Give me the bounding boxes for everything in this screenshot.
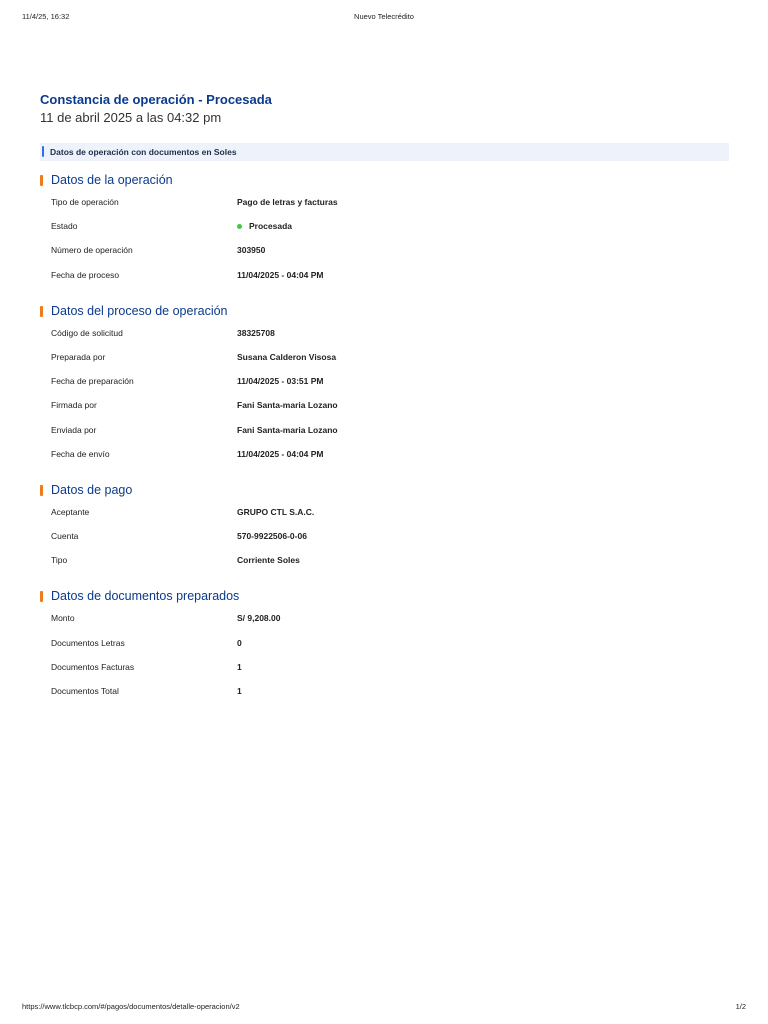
section-title-text: Datos de la operación (51, 173, 173, 187)
print-footer (22, 1002, 746, 1014)
section-accent-mark (40, 591, 43, 602)
status-dot-icon (237, 224, 242, 229)
section-title-text: Datos del proceso de operación (51, 303, 228, 318)
document-content (40, 91, 729, 708)
page-title: Constancia de operación - Procesada (40, 92, 272, 107)
row-value: 11/04/2025 - 04:04 PM (237, 448, 324, 459)
row-label: Documentos Total (51, 686, 119, 696)
print-date: 11/4/25, 16:32 (22, 12, 70, 21)
row-value: 11/04/2025 - 04:04 PM (237, 269, 324, 280)
section-title (40, 587, 729, 605)
row-label: Aceptante (51, 506, 90, 517)
status-text: Procesada (249, 221, 292, 232)
detail-row (40, 219, 729, 243)
row-value: 1 (237, 686, 242, 696)
row-value: 11/04/2025 - 03:51 PM (237, 376, 324, 387)
section-accent-mark (40, 306, 43, 317)
detail-row (40, 326, 729, 350)
row-label: Enviada por (51, 424, 97, 435)
row-label: Código de solicitud (51, 327, 123, 338)
detail-row (40, 529, 729, 553)
status-value (237, 220, 292, 232)
section-documentos-preparados (40, 587, 729, 708)
section-accent-mark (40, 175, 43, 186)
row-label: Tipo de operación (51, 197, 119, 207)
row-label: Firmada por (51, 400, 97, 411)
detail-row (40, 423, 729, 447)
page-number: 1/2 (735, 1002, 746, 1011)
section-accent-mark (40, 485, 43, 496)
row-label: Fecha de envío (51, 448, 110, 459)
row-value: Susana Calderon Visosa (237, 351, 337, 362)
row-label: Preparada por (51, 351, 106, 362)
section-proceso-operacion (40, 302, 729, 471)
detail-row (40, 611, 729, 635)
detail-row (40, 195, 729, 219)
print-header (22, 12, 746, 24)
section-title (40, 171, 729, 189)
row-label: Fecha de proceso (51, 269, 120, 280)
section-title-text: Datos de documentos preparados (51, 589, 240, 604)
row-label: Monto (51, 613, 75, 624)
banner-text: Datos de operación con documentos en Soles (50, 147, 237, 157)
row-label: Fecha de preparación (51, 376, 134, 387)
banner-accent-bar (42, 146, 44, 157)
row-value: Pago de letras y facturas (237, 197, 338, 207)
detail-row (40, 398, 729, 422)
row-value: Corriente Soles (237, 555, 300, 566)
page-subtitle: 11 de abril 2025 a las 04:32 pm (40, 110, 222, 125)
row-value: Fani Santa-maria Lozano (237, 400, 338, 411)
row-value: 0 (237, 637, 242, 648)
detail-row (40, 268, 729, 292)
row-label: Estado (51, 221, 78, 232)
row-value: 570-9922506-0-06 (237, 531, 307, 542)
row-value: Fani Santa-maria Lozano (237, 424, 338, 435)
detail-row (40, 447, 729, 471)
detail-row (40, 553, 729, 577)
detail-row (40, 660, 729, 684)
section-title (40, 302, 729, 320)
info-banner (40, 143, 729, 161)
detail-row (40, 374, 729, 398)
row-label: Documentos Facturas (51, 661, 135, 672)
row-value: 303950 (237, 245, 266, 256)
row-value: 38325708 (237, 327, 275, 338)
section-title-text: Datos de pago (51, 482, 133, 497)
row-label: Número de operación (51, 245, 133, 256)
row-value: S/ 9,208.00 (237, 613, 281, 624)
detail-row (40, 243, 729, 267)
row-label: Cuenta (51, 531, 79, 542)
detail-row (40, 636, 729, 660)
section-title (40, 481, 729, 499)
section-datos-pago (40, 481, 729, 578)
row-label: Tipo (51, 555, 68, 566)
detail-row (40, 350, 729, 374)
row-value: GRUPO CTL S.A.C. (237, 506, 315, 517)
detail-row (40, 684, 729, 708)
print-page-title: Nuevo Telecrédito (354, 12, 414, 21)
detail-row (40, 505, 729, 529)
row-value: 1 (237, 661, 242, 672)
print-url: https://www.tlcbcp.com/#/pagos/documentos/detalle-operacion/v2 (22, 1002, 240, 1011)
section-datos-operacion (40, 171, 729, 292)
row-label: Documentos Letras (51, 637, 125, 648)
